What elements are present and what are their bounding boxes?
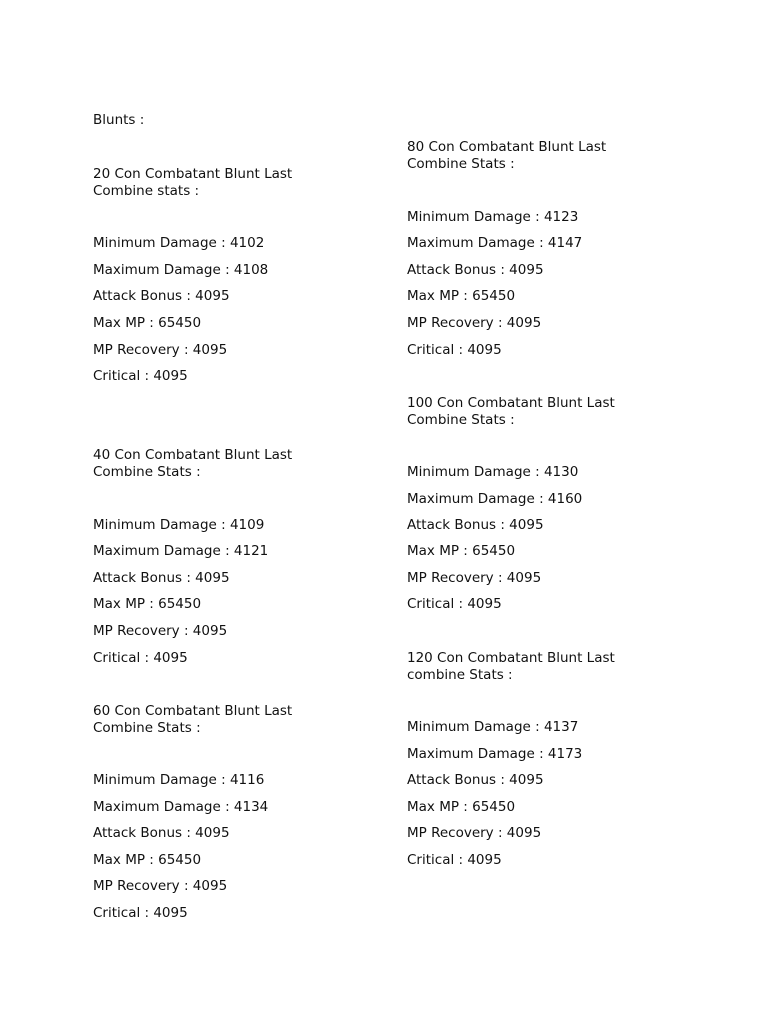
stat-attack-bonus: Attack Bonus : 4095: [407, 262, 544, 278]
stat-max-mp: Max MP : 65450: [93, 852, 202, 868]
stat-max-damage: Maximum Damage : 4121: [93, 543, 269, 559]
stat-max-mp: Max MP : 65450: [407, 288, 516, 304]
stat-attack-bonus: Attack Bonus : 4095: [407, 772, 544, 788]
stat-max-damage: Maximum Damage : 4134: [93, 799, 269, 815]
stat-max-mp: Max MP : 65450: [407, 799, 516, 815]
stat-min-damage: Minimum Damage : 4123: [407, 209, 579, 225]
stat-max-damage: Maximum Damage : 4173: [407, 746, 583, 762]
stat-critical: Critical : 4095: [407, 596, 502, 612]
stat-min-damage: Minimum Damage : 4109: [93, 517, 265, 533]
stat-attack-bonus: Attack Bonus : 4095: [93, 570, 230, 586]
stat-min-damage: Minimum Damage : 4130: [407, 464, 579, 480]
stat-max-damage: Maximum Damage : 4108: [93, 262, 269, 278]
section-title-20-con: 20 Con Combatant Blunt Last Combine stats :: [93, 166, 293, 199]
section-title-80-con: 80 Con Combatant Blunt Last Combine Stats :: [407, 139, 607, 172]
stat-critical: Critical : 4095: [407, 342, 502, 358]
stat-max-damage: Maximum Damage : 4160: [407, 491, 583, 507]
stat-mp-recovery: MP Recovery : 4095: [93, 623, 228, 639]
section-title-60-con: 60 Con Combatant Blunt Last Combine Stats :: [93, 703, 293, 736]
section-title-100-con: 100 Con Combatant Blunt Last Combine Stats :: [407, 395, 615, 428]
stat-max-mp: Max MP : 65450: [93, 315, 202, 331]
stat-attack-bonus: Attack Bonus : 4095: [407, 517, 544, 533]
stat-mp-recovery: MP Recovery : 4095: [93, 342, 228, 358]
stat-mp-recovery: MP Recovery : 4095: [407, 570, 542, 586]
stat-critical: Critical : 4095: [407, 852, 502, 868]
section-title-40-con: 40 Con Combatant Blunt Last Combine Stats :: [93, 447, 293, 480]
stat-min-damage: Minimum Damage : 4137: [407, 719, 579, 735]
stat-critical: Critical : 4095: [93, 650, 188, 666]
stat-max-mp: Max MP : 65450: [93, 596, 202, 612]
stat-max-mp: Max MP : 65450: [407, 543, 516, 559]
section-title-120-con: 120 Con Combatant Blunt Last combine Stats :: [407, 650, 615, 683]
stat-attack-bonus: Attack Bonus : 4095: [93, 288, 230, 304]
stat-critical: Critical : 4095: [93, 368, 188, 384]
stat-attack-bonus: Attack Bonus : 4095: [93, 825, 230, 841]
stat-critical: Critical : 4095: [93, 905, 188, 921]
stat-mp-recovery: MP Recovery : 4095: [93, 878, 228, 894]
stat-max-damage: Maximum Damage : 4147: [407, 235, 583, 251]
stat-min-damage: Minimum Damage : 4102: [93, 235, 265, 251]
stat-mp-recovery: MP Recovery : 4095: [407, 825, 542, 841]
stat-min-damage: Minimum Damage : 4116: [93, 772, 265, 788]
stat-mp-recovery: MP Recovery : 4095: [407, 315, 542, 331]
page-heading: Blunts :: [93, 112, 145, 128]
